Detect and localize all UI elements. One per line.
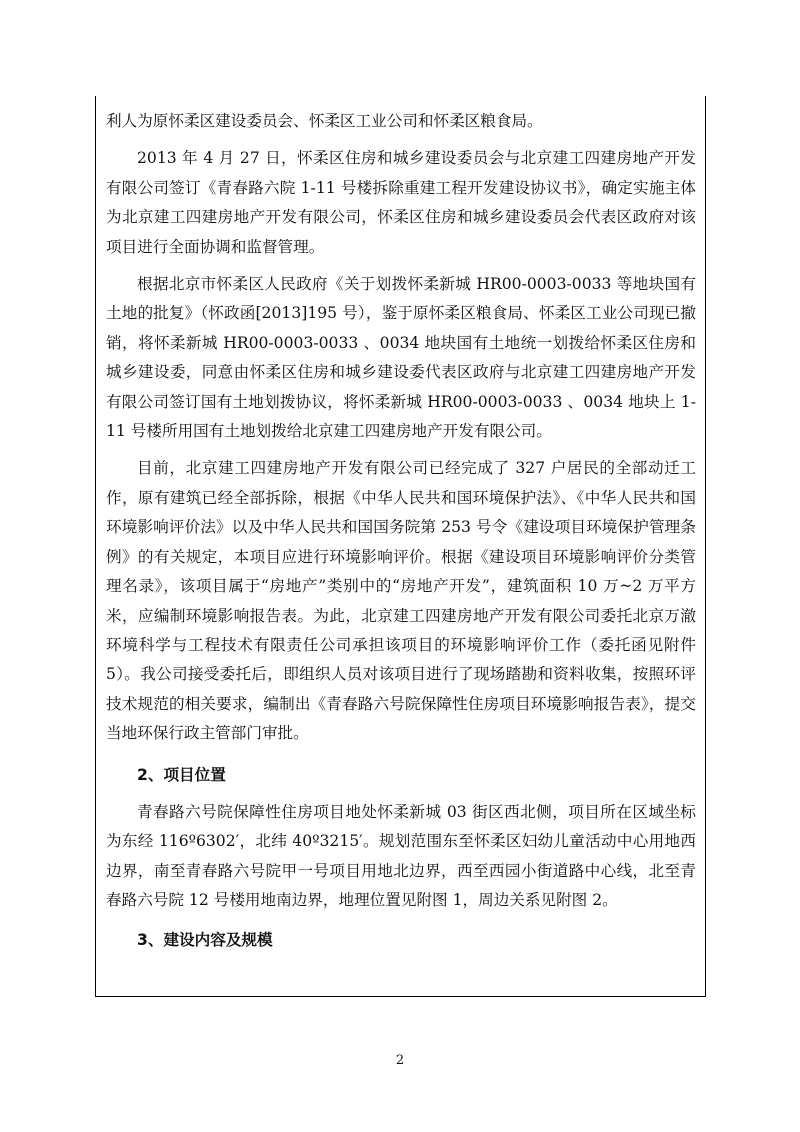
section-heading-project-location: 2、项目位置 [137, 765, 226, 784]
paragraph-continuation: 利人为原怀柔区建设委员会、怀柔区工业公司和怀柔区粮食局。 [106, 112, 543, 130]
document-body [106, 107, 696, 955]
paragraph-eia-background: 目前，北京建工四建房地产开发有限公司已经完成了 327 户居民的全部动迁工作，原有建筑已经全部拆除，根据《中华人民共和国环境保护法》、《中华人民共和国环境影响评价法》以及中华人民共和国国务院第 253 号令《建设项目环境保护管理条例》的有关规定，本项目应进行环境影响评价。根据《建设项目环境影响评价分类管理名录》，该项目属于“房地产”类别中的“房地产开发”，建筑面积 10 万~2 万平方米，应编制环境影响报告表。为此，北京建工四建房地产开发有限公司委托北京万澈环境科学与工程技术有限责任公司承担该项目的环境影响评价工作（委托函见附件 5）。我公司接受委托后，即组织人员对该项目进行了现场踏勘和资料收集，按照环评技术规范的相关要求，编制出《青春路六号院保障性住房项目环境影响报告表》，提交当地环保行政主管部门审批。 [106, 459, 696, 743]
paragraph-project-location: 青春路六号院保障性住房项目地处怀柔新城 03 街区西北侧，项目所在区域坐标为东经 116º6302′，北纬 40º3215′。规划范围东至怀柔区妇幼儿童活动中心用地西边界，南至青春路六号院甲一号项目用地北边界，西至西园小街道路中心线，北至青春路六号院 12 号楼用地南边界，地理位置见附图 1，周边关系见附图 2。 [106, 802, 696, 910]
paragraph-agreement: 2013 年 4 月 27 日，怀柔区住房和城乡建设委员会与北京建工四建房地产开发有限公司签订《青春路六院 1-11 号楼拆除重建工程开发建设协议书》，确定实施主体为北京建工四建房地产开发有限公司，怀柔区住房和城乡建设委员会代表区政府对该项目进行全面协调和监督管理。 [106, 149, 696, 256]
paragraph-land-approval: 根据北京市怀柔区人民政府《关于划拨怀柔新城 HR00-0003-0033 等地块国有土地的批复》（怀政函[2013]195 号），鉴于原怀柔区粮食局、怀柔区工业公司现已撤销，将怀柔新城 HR00-0003-0033 、0034 地块国有土地统一划拨给怀柔区住房和城乡建设委，同意由怀柔区住房和城乡建设委代表区政府与北京建工四建房地产开发有限公司签订国有土地划拨协议，将怀柔新城 HR00-0003-0033 、0034 地块上 1-11 号楼所用国有土地划拨给北京建工四建房地产开发有限公司。 [106, 275, 696, 441]
page-number: 2 [395, 1053, 405, 1068]
section-heading-construction-scale: 3、建设内容及规模 [137, 930, 273, 949]
